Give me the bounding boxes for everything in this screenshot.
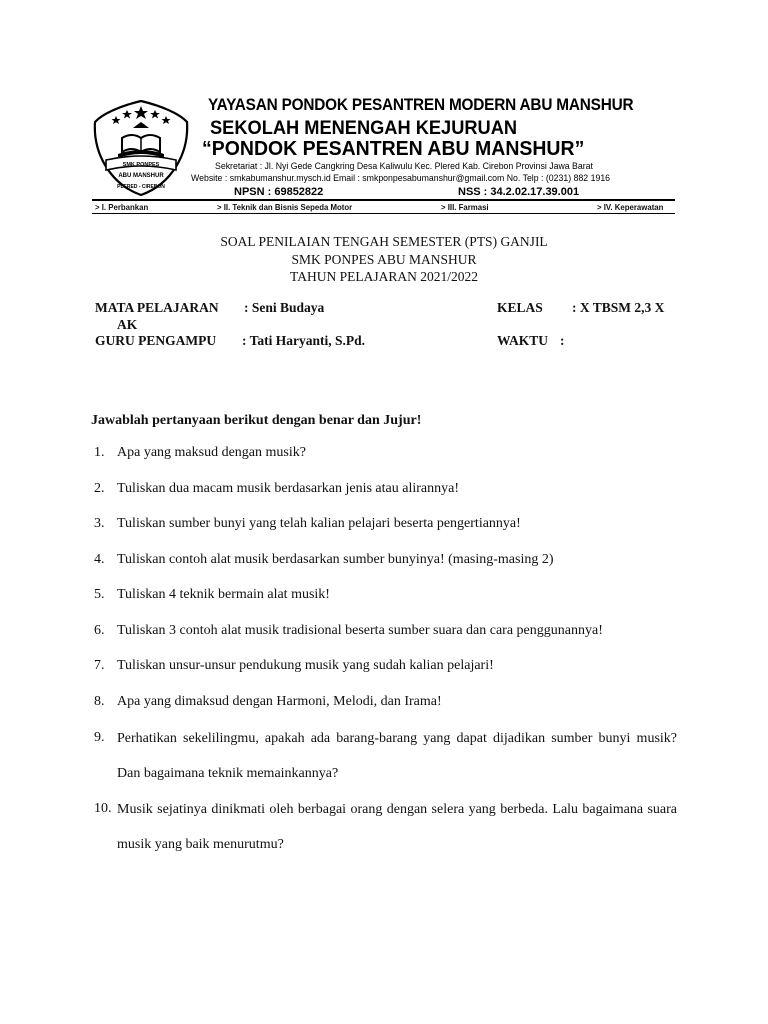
time-label: WAKTU [497, 333, 549, 348]
npsn-number: NPSN : 69852822 [234, 186, 324, 198]
program-item: > III. Farmasi [441, 202, 489, 212]
question-text: Apa yang maksud dengan musik? [117, 445, 306, 460]
class-value: : X TBSM 2,3 X [572, 300, 665, 315]
question-text: Tuliskan sumber bunyi yang telah kalian pelajari beserta pengertiannya! [117, 516, 521, 531]
teacher-value: : Tati Haryanti, S.Pd. [242, 333, 366, 348]
question-number: 1. [94, 445, 105, 460]
exam-title-line: SOAL PENILAIAN TENGAH SEMESTER (PTS) GANJIL [220, 234, 548, 249]
question-text: Tuliskan unsur-unsur pendukung musik yang sudah kalian pelajari! [117, 658, 494, 673]
question-number: 10. [94, 801, 112, 816]
school-address: Sekretariat : Jl. Nyi Gede Cangkring Desa Kaliwulu Kec. Plered Kab. Cirebon Provinsi Jawa Barat [215, 161, 593, 172]
question-text: Tuliskan contoh alat musik berdasarkan sumber bunyinya! (masing-masing 2) [117, 552, 554, 567]
school-name: “PONDOK PESANTREN ABU MANSHUR” [202, 137, 585, 160]
question-number: 6. [94, 623, 105, 638]
question-text: Perhatikan sekelilingmu, apakah ada barang-barang yang dapat dijadikan sumber bunyi musik? Dan bagaimana teknik memainkannya? [117, 731, 677, 781]
exam-title [0, 233, 768, 286]
question-text: Tuliskan 3 contoh alat musik tradisional beserta sumber suara dan cara penggunannya! [117, 623, 603, 638]
teacher-label: GURU PENGAMPU [95, 333, 217, 348]
letterhead-divider [92, 199, 675, 201]
question-text: Tuliskan 4 teknik bermain alat musik! [117, 587, 330, 602]
question-number: 3. [94, 516, 105, 531]
question-text: Musik sejatinya dinikmati oleh berbagai orang dengan selera yang berbeda. Lalu bagaimana suara musik yang baik menurutmu? [117, 802, 677, 852]
program-item: > II. Teknik dan Bisnis Sepeda Motor [217, 202, 353, 212]
question-number: 5. [94, 587, 105, 602]
school-type: SEKOLAH MENENGAH KEJURUAN [210, 118, 518, 139]
question-number: 9. [94, 730, 105, 745]
program-list [92, 202, 675, 214]
nss-number: NSS : 34.2.02.17.39.001 [458, 186, 580, 198]
instruction-text: Jawablah pertanyaan berikut dengan benar dan Jujur! [91, 413, 422, 428]
class-value-wrap: AK [117, 317, 138, 332]
foundation-name: YAYASAN PONDOK PESANTREN MODERN ABU MANSHUR [208, 96, 634, 114]
time-value: : [560, 333, 565, 348]
subject-label: MATA PELAJARAN [95, 300, 219, 315]
exam-title-line: TAHUN PELAJARAN 2021/2022 [290, 269, 478, 284]
question-number: 7. [94, 658, 105, 673]
question-number: 2. [94, 481, 105, 496]
subject-value: : Seni Budaya [244, 300, 325, 315]
school-logo [92, 98, 190, 198]
question-text: Apa yang dimaksud dengan Harmoni, Melodi, dan Irama! [117, 694, 442, 709]
logo-top-text: SMK PONPES [122, 162, 160, 168]
exam-title-line: SMK PONPES ABU MANSHUR [291, 251, 477, 267]
school-contact: Website : smkabumanshur.mysch.id Email : smkponpesabumanshur@gmail.com No. Telp : (0231) 882 1916 [191, 173, 611, 184]
class-label: KELAS [497, 300, 543, 315]
letterhead [92, 94, 677, 214]
logo-ring-text: ABU MANSHUR [118, 173, 164, 179]
question-text: Tuliskan dua macam musik berdasarkan jenis atau alirannya! [117, 481, 459, 496]
program-item: > I. Perbankan [95, 202, 149, 212]
program-item: > IV. Keperawatan [597, 202, 664, 212]
logo-bottom-text: PLERED - CIREBON [117, 184, 165, 190]
question-number: 4. [94, 552, 105, 567]
question-number: 8. [94, 694, 105, 709]
